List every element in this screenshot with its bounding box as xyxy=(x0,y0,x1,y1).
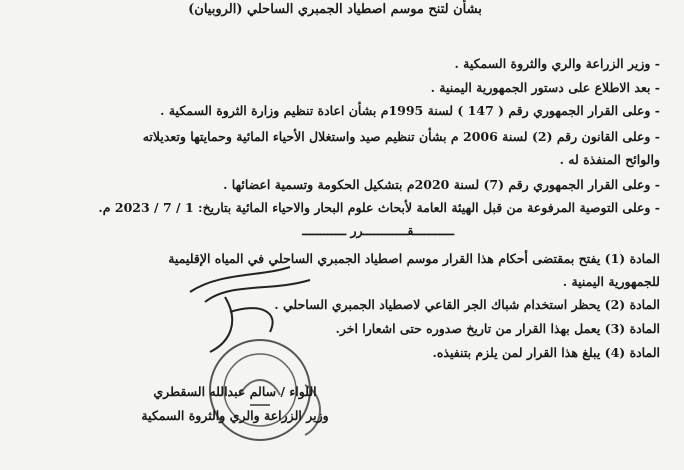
preamble-line-1: - وزير الزراعة والري والثروة السمكية . xyxy=(454,56,660,71)
article-4-label: المادة (4) xyxy=(604,345,660,360)
preamble-line-4: - وعلى القانون رقم (2) لسنة 2006 م بشأن تنظيم صيد واستغلال الأحياء المائية وحمايتها وتعديلاته xyxy=(142,129,660,144)
preamble-line-3: - وعلى القرار الجمهوري رقم ( 147 ) لسنة 1995م بشأن اعادة تنظيم وزارة الثروة السمكية . xyxy=(160,103,660,118)
article-4 xyxy=(432,345,660,360)
preamble-line-2: - بعد الاطلاع على دستور الجمهورية اليمنية . xyxy=(430,80,660,95)
article-4-text: يبلغ هذا القرار لمن يلزم بتنفيذه. xyxy=(432,345,601,360)
signatory-position: وزير الزراعة والري والثروة السمكية xyxy=(141,408,329,423)
article-3-text: يعمل بهذا القرار من تاريخ صدوره حتى اشعارا اخر. xyxy=(335,321,601,336)
preamble-line-5: والوائح المنفذة له . xyxy=(559,152,660,167)
preamble-line-6: - وعلى القرار الجمهوري رقم (7) لسنة 2020م بتشكيل الحكومة وتسمية اعضائها . xyxy=(223,177,660,192)
signatory-name: اللواء / سالم عبدالله السقطري xyxy=(153,384,317,399)
preamble-line-7: - وعلى التوصية المرفوعة من قبل الهيئة العامة لأبحاث علوم البحار والاحياء المائية بتاريخ: 1 / 7 / 2023 م. xyxy=(98,200,660,215)
article-2-text: يحظر استخدام شباك الجر القاعي لاصطياد الجمبري الساحلي . xyxy=(274,297,601,312)
article-1-text: يفتح بمقتضى أحكام هذا القرار موسم اصطياد الجمبري الساحلي في المياه الإقليمية xyxy=(168,251,601,266)
article-1-text-cont: للجمهورية اليمنية . xyxy=(562,274,660,289)
decree-title: بشأن لتنح موسم اصطياد الجمبري الساحلي (الروبيان) xyxy=(188,2,482,17)
article-1-label: المادة (1) xyxy=(604,251,660,266)
article-2-label: المادة (2) xyxy=(604,297,660,312)
article-2 xyxy=(274,297,660,312)
article-3-label: المادة (3) xyxy=(604,321,660,336)
article-1-cont xyxy=(563,274,660,289)
signature-block xyxy=(120,380,350,428)
article-3 xyxy=(335,321,660,336)
decision-heading: ـــــــــــقــــــــــــرر ــــــــــــ xyxy=(302,223,454,238)
